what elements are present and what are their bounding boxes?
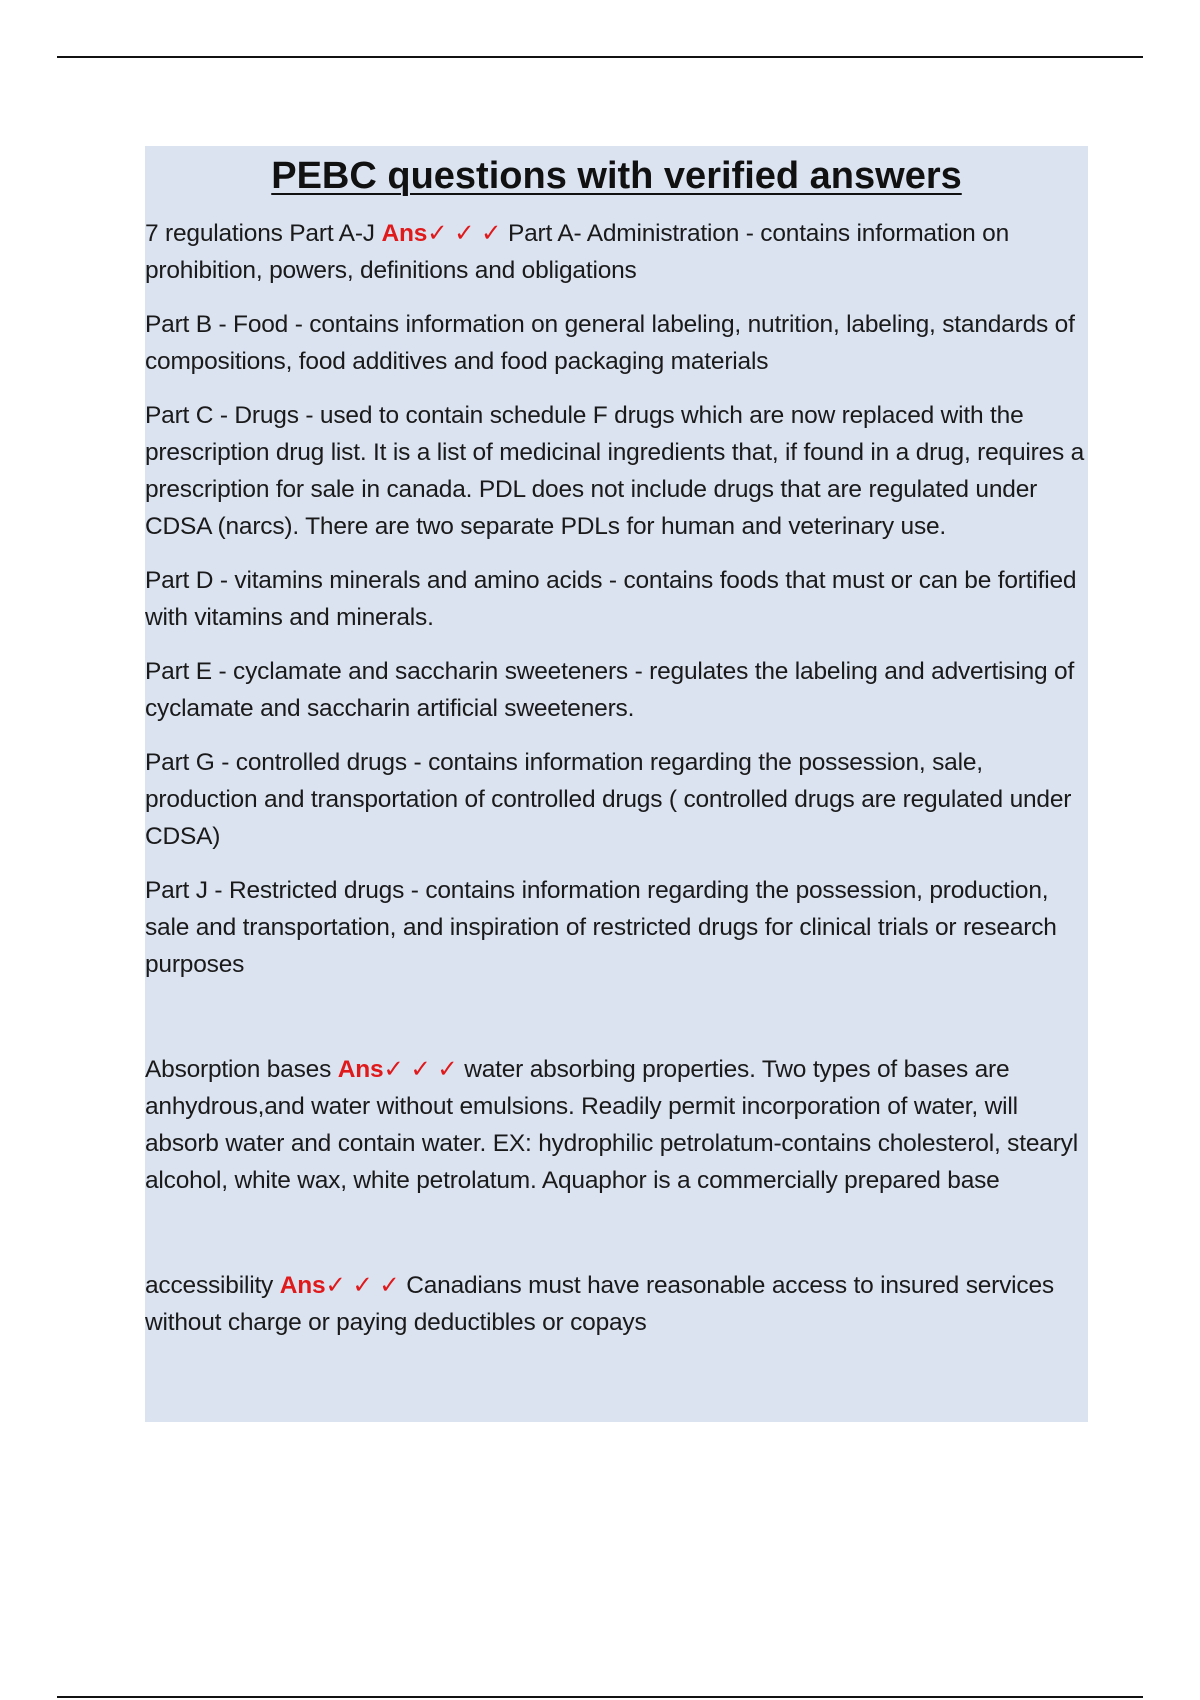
answer-paragraph: Part B - Food - contains information on general labeling, nutrition, labeling, standards of compositions, food additives and food packaging materials bbox=[145, 311, 1075, 376]
entry-spacer bbox=[145, 1000, 1088, 1051]
answer-paragraph: Part C - Drugs - used to contain schedule F drugs which are now replaced with the prescription drug list. It is a list of medicinal ingredients that, if found in a drug, requires a prescription for sale in canada. PDL does not include drugs that are regulated under CDSA (narcs). There are two separate PDLs for human and veterinary use. bbox=[145, 402, 1085, 541]
answer-marker: Ans bbox=[381, 220, 428, 248]
document-title: PEBC questions with verified answers bbox=[271, 155, 962, 197]
qa-entry-absorption-bases bbox=[145, 1051, 1088, 1199]
answer-paragraph: Part E - cyclamate and saccharin sweeteners - regulates the labeling and advertising of cyclamate and saccharin artificial sweeteners. bbox=[145, 658, 1075, 723]
answer-paragraph: Part G - controlled drugs - contains information regarding the possession, sale, production and transportation of controlled drugs ( controlled drugs are regulated under CDSA) bbox=[145, 749, 1072, 851]
answer-marker: Ans bbox=[337, 1056, 384, 1084]
qa-entry-accessibility bbox=[145, 1267, 1088, 1341]
question-text: 7 regulations Part A-J bbox=[145, 220, 375, 248]
answer-paragraph: Part J - Restricted drugs - contains information regarding the possession, production, sale and transportation, and inspiration of restricted drugs for clinical trials or research purposes bbox=[145, 877, 1057, 979]
answer-paragraph: Part D - vitamins minerals and amino acids - contains foods that must or can be fortified with vitamins and minerals. bbox=[145, 567, 1077, 632]
answer-marker: Ans bbox=[279, 1272, 326, 1300]
document-body bbox=[145, 146, 1088, 1422]
entry-spacer bbox=[145, 1216, 1088, 1267]
answer-text: Canadians must have reasonable access to insured services without charge or paying deductibles or copays bbox=[145, 1272, 1054, 1337]
footer-rule bbox=[57, 1696, 1143, 1698]
check-marks-icon: ✓ ✓ ✓ bbox=[325, 1272, 400, 1300]
check-marks-icon: ✓ ✓ ✓ bbox=[427, 220, 502, 248]
header-rule bbox=[57, 56, 1143, 58]
check-marks-icon: ✓ ✓ ✓ bbox=[383, 1056, 458, 1084]
question-text: accessibility bbox=[145, 1272, 274, 1300]
qa-entry-regulations bbox=[145, 215, 1088, 289]
answer-text: Part A- Administration - contains information on prohibition, powers, definitions and obligations bbox=[145, 220, 1010, 285]
answer-text: water absorbing properties. Two types of bases are anhydrous,and water without emulsions. Readily permit incorporation of water, will absorb water and contain water. EX: hydrophilic petrolatum-contains cholesterol, stearyl alcohol, white wax, white petrolatum. Aquaphor is a commercially prepared base bbox=[145, 1056, 1078, 1195]
question-text: Absorption bases bbox=[145, 1056, 332, 1084]
